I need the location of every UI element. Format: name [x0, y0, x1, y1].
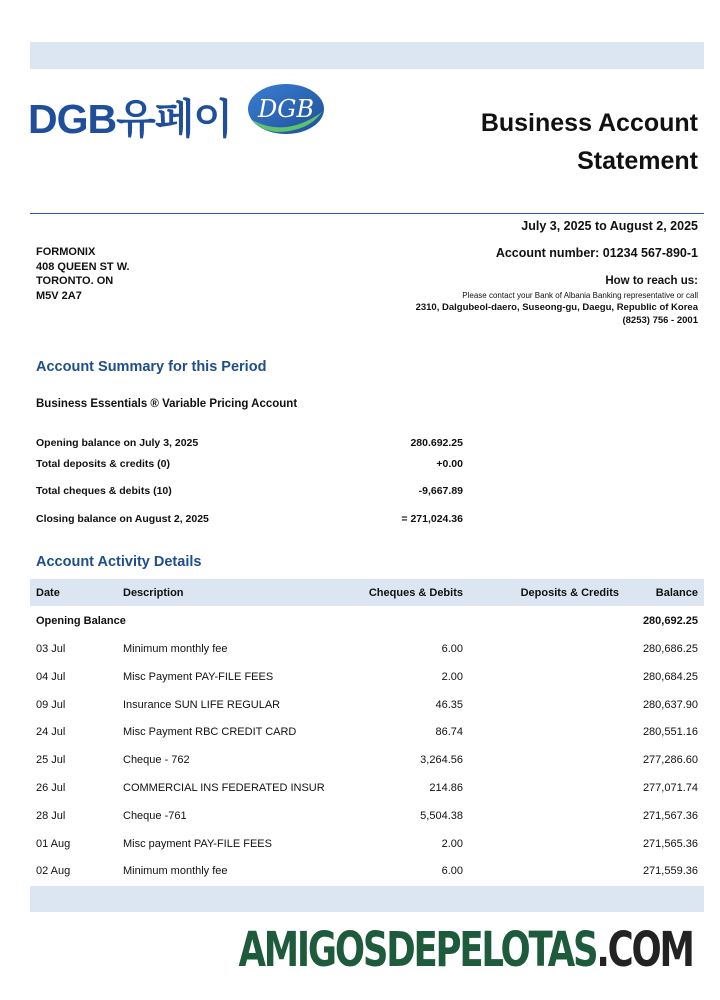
customer-city: TORONTO. ON: [36, 275, 114, 287]
customer-street: 408 QUEEN ST W.: [36, 260, 130, 273]
header-divider: [30, 213, 704, 214]
row-balance: 277,071.74: [642, 782, 698, 794]
contact-note: Please contact your Bank of Albania Banking representative or call: [462, 291, 698, 300]
row-debit: 3,264.56: [420, 754, 463, 766]
summary-label: Total deposits & credits (0): [36, 458, 170, 470]
row-balance: 280,551.16: [642, 726, 698, 738]
row-description: Insurance SUN LIFE REGULAR: [123, 699, 281, 711]
row-balance: 280,686.25: [642, 643, 698, 655]
row-description: Cheque -761: [123, 810, 187, 822]
row-debit: 6.00: [441, 865, 463, 877]
watermark-ext: .COM: [596, 922, 693, 978]
column-header-debits: Cheques & Debits: [368, 587, 463, 599]
row-description: Misc Payment PAY-FILE FEES: [123, 671, 274, 683]
contact-phone: (8253) 756 - 2001: [622, 315, 698, 326]
column-header-date: Date: [36, 587, 60, 599]
row-balance: 271,567.36: [642, 810, 698, 822]
summary-value: +0.00: [436, 458, 463, 470]
row-balance: 277,286.60: [642, 754, 698, 766]
statement-period: July 3, 2025 to August 2, 2025: [521, 219, 698, 233]
summary-value: = 271,024.36: [401, 513, 463, 525]
header-band: [30, 42, 704, 69]
column-header-credits: Deposits & Credits: [520, 587, 619, 599]
column-header-balance: Balance: [655, 587, 698, 599]
row-description: Minimum monthly fee: [123, 865, 228, 877]
row-balance: 271,559.36: [642, 865, 698, 877]
statement-title: [481, 104, 698, 180]
summary-account-type: Business Essentials ® Variable Pricing Account: [36, 398, 298, 410]
row-debit: 2.00: [441, 838, 463, 850]
row-description: COMMERCIAL INS FEDERATED INSUR: [123, 782, 325, 794]
row-debit: 6.00: [441, 643, 463, 655]
summary-value: 280.692.25: [410, 437, 463, 449]
account-number: Account number: 01234 567-890-1: [495, 246, 698, 260]
row-balance: 271,565.36: [642, 838, 698, 850]
row-balance: 280,637.90: [642, 699, 698, 711]
row-debit: 46.35: [435, 699, 463, 711]
opening-balance-label: Opening Balance: [36, 615, 126, 627]
summary-label: Total cheques & debits (10): [36, 485, 172, 497]
row-date: 24 Jul: [36, 726, 66, 738]
row-date: 28 Jul: [36, 810, 66, 822]
row-date: 04 Jul: [36, 671, 66, 683]
bank-logo: [28, 82, 328, 140]
dgb-badge-logo: [246, 82, 326, 138]
row-date: 02 Aug: [36, 865, 71, 877]
row-debit: 214.86: [429, 782, 463, 794]
customer-name: FORMONIX: [36, 246, 96, 258]
customer-postal: M5V 2A7: [36, 289, 82, 302]
row-date: 25 Jul: [36, 754, 66, 766]
row-debit: 86.74: [435, 726, 463, 738]
column-header-description: Description: [123, 587, 184, 599]
row-description: Misc Payment RBC CREDIT CARD: [123, 726, 297, 738]
summary-label: Opening balance on July 3, 2025: [36, 437, 199, 449]
svg-text:DGB: DGB: [257, 95, 315, 123]
statement-title-line1: Business Account: [480, 109, 698, 137]
contact-address: 2310, Dalgubeol-daero, Suseong-gu, Daegu, Republic of Korea: [415, 302, 698, 313]
customer-address: [36, 245, 130, 303]
watermark-main: AMIGOSDEPELOTAS: [238, 922, 597, 978]
row-description: Minimum monthly fee: [123, 643, 228, 655]
opening-balance-value: 280,692.25: [642, 615, 698, 627]
row-description: Cheque - 762: [123, 754, 190, 766]
row-debit: 5,504.38: [420, 810, 463, 822]
row-balance: 280,684.25: [642, 671, 698, 683]
footer-band: [30, 886, 704, 912]
activity-title: Account Activity Details: [36, 554, 202, 570]
summary-title: Account Summary for this Period: [36, 359, 267, 375]
contact-heading: How to reach us:: [605, 275, 698, 287]
row-debit: 2.00: [441, 671, 463, 683]
row-date: 26 Jul: [36, 782, 66, 794]
statement-title-line2: Statement: [577, 147, 698, 175]
row-date: 09 Jul: [36, 699, 66, 711]
row-date: 01 Aug: [36, 838, 71, 850]
watermark: [239, 922, 693, 978]
summary-label: Closing balance on August 2, 2025: [36, 513, 209, 525]
summary-value: -9,667.89: [418, 485, 463, 497]
row-date: 03 Jul: [36, 643, 66, 655]
logo-wordmark: DGB유페이: [28, 96, 232, 142]
row-description: Misc payment PAY-FILE FEES: [123, 838, 272, 850]
